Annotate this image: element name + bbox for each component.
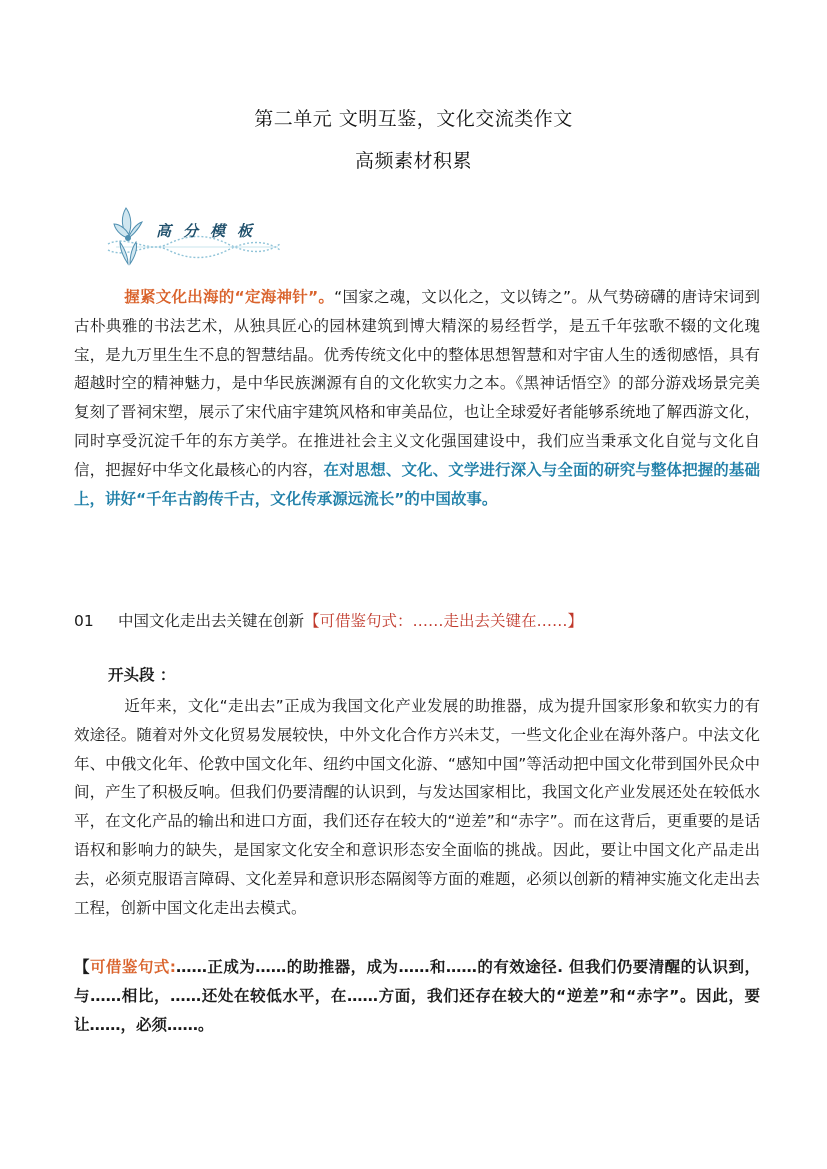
section-hint: 【可借鉴句式：……走出去关键在……】 [304,612,584,630]
intro-lead: 握紧文化出海的“定海神针”。 [124,288,335,306]
document-subtitle: 高频素材积累 [354,150,472,172]
section-heading [74,607,583,635]
intro-highlight: 在对思想、文化、文学进行深入与全面的研究与整体把握的基础上，讲好“千年古韵传千古，文化传承源远流长”的中国故事。 [74,460,760,508]
document-title: 第二单元 文明互鉴，文化交流类作文 [254,108,573,130]
pattern-bracket: 【 [74,958,90,976]
opening-label: 开头段 ： [108,666,176,684]
opening-body: 近年来，文化“走出去”正成为我国文化产业发展的助推器，成为提升国家形象和软实力的有效途径。随着对外文化贸易发展较快，中外文化合作方兴未艾，一些文化企业在海外落户。中法文化年、中俄文化年、伦敦中国文化年、纽约中国文化游、“感知中国”等活动把中国文化带到国外民众中间，产生了积极反响。但我们仍要清醒的认识到，与发达国家相比，我国文化产业发展还处在较低水平，在文化产品的输出和进口方面，我们还存在较大的“逆差”和“赤字”。而在这背后，更重要的是话语权和影响力的缺失，是国家文化安全和意识形态安全面临的挑战。因此，要让中国文化产品走出去，必须克服语言障碍、文化差异和意识形态隔阂等方面的难题，必须以创新的精神实施文化走出去工程，创新中国文化走出去模式。 [74,697,760,917]
section-badge [106,204,282,268]
badge-label: 高分模板 [156,222,265,240]
sentence-pattern [74,953,760,1039]
section-title: 中国文化走出去关键在创新 [118,612,305,630]
pattern-label: 可借鉴句式: [89,958,176,976]
intro-paragraph [74,283,760,513]
opening-paragraph [74,692,760,922]
section-number: 01 [74,612,94,630]
pattern-body: ……正成为……的助推器，成为……和……的有效途径. 但我们仍要清醒的认识到，与……相比，……还处在较低水平，在……方面，我们还存在较大的“逆差”和“赤字”。因此，要让……，必须……。 [74,958,760,1034]
intro-body: “国家之魂，文以化之，文以铸之”。从气势磅礴的唐诗宋词到古朴典雅的书法艺术，从独具匠心的园林建筑到博大精深的易经哲学，是五千年弦歌不辍的文化瑰宝，是九万里生生不息的智慧结晶。优秀传统文化中的整体思想智慧和对宇宙人生的透彻感悟，具有超越时空的精神魅力，是中华民族渊源有自的文化软实力之本。《黑神话悟空》的部分游戏场景完美复刻了晋祠宋塑，展示了宋代庙宇建筑风格和审美品位，也让全球爱好者能够系统地了解西游文化，同时享受沉淀千年的东方美学。在推进社会主义文化强国建设中，我们应当秉承文化自觉与文化自信，把握好中华文化最核心的内容， [74,288,761,479]
